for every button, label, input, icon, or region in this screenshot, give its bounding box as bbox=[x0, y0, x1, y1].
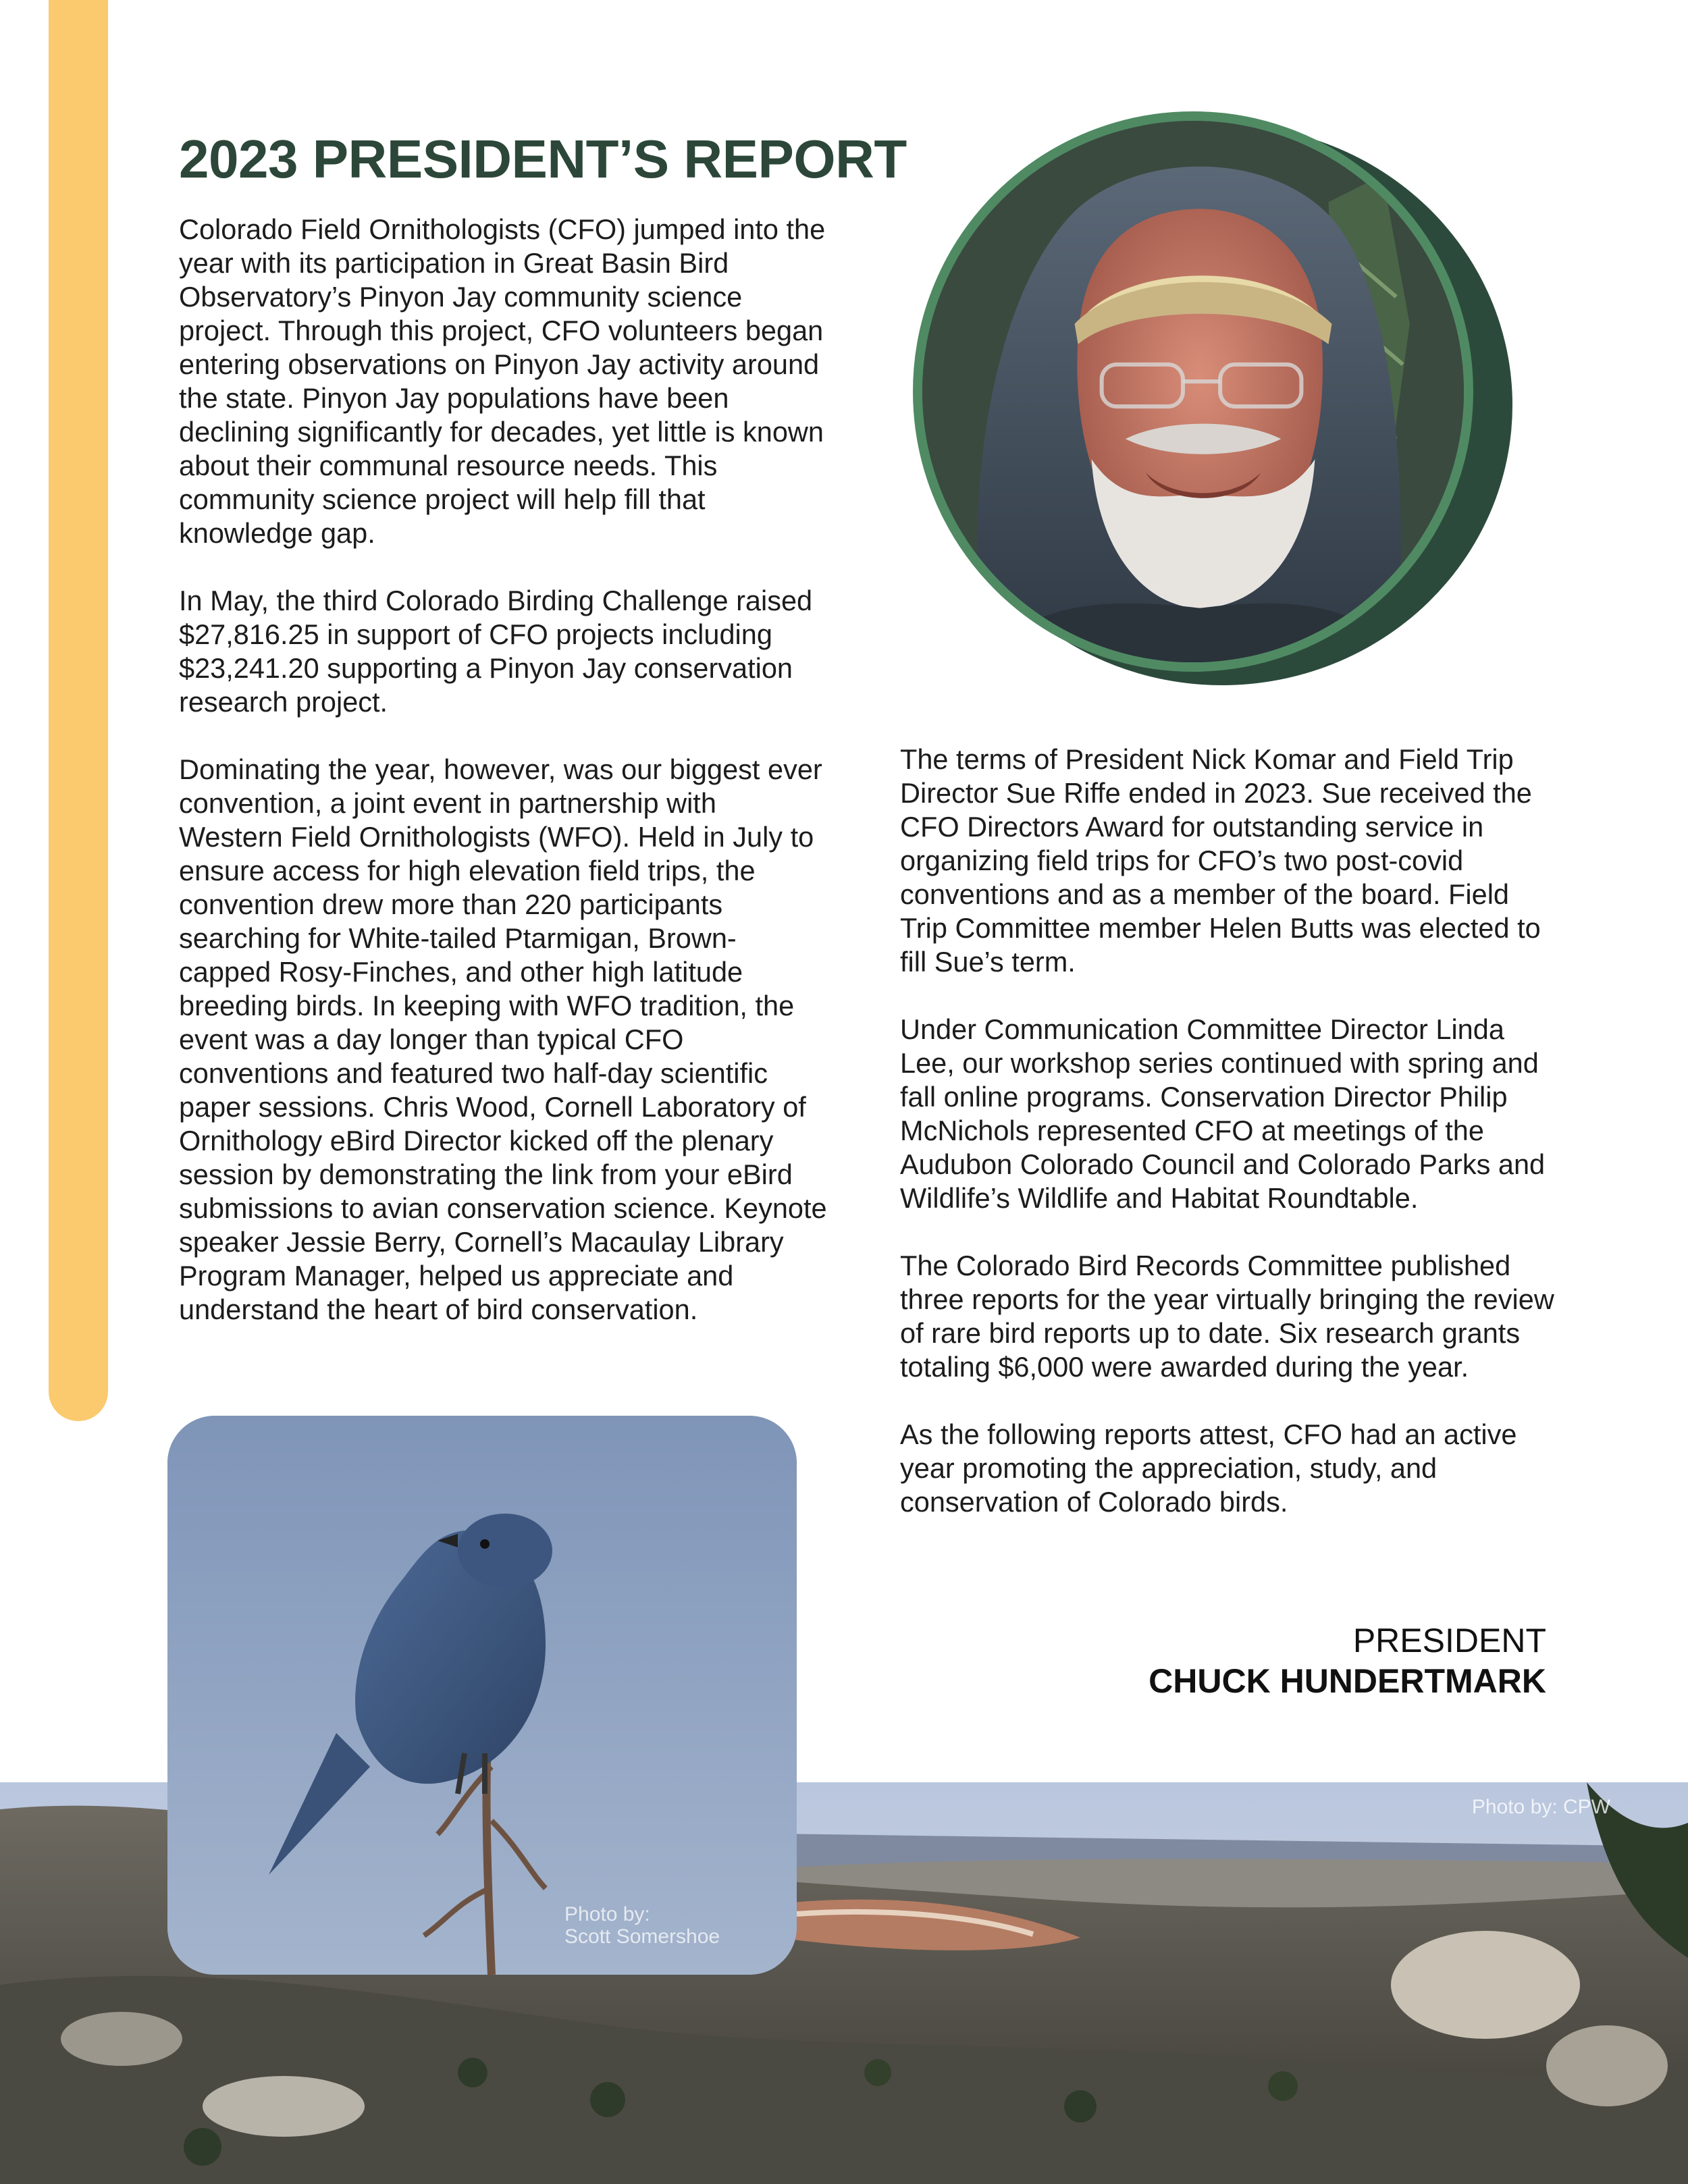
bird-photo-credit bbox=[564, 1903, 720, 1948]
paragraph-convention: Dominating the year, however, was our biggest ever convention, a joint event in partnership with Western Field Ornithologists (WFO). Held in July to ensure access for high elevation field trips, the convention drew more than 220 participants searching for White-tailed Ptarmigan, Brown-capped Rosy-Finches, and other high latitude breeding birds. In keeping with WFO tradition, the event was a day longer than typical CFO conventions and featured two half-day scientific paper sessions. Chris Wood, Cornell Laboratory of Ornithology eBird Director kicked off the plenary session by demonstrating the link from your eBird submissions to avian conservation science. Keynote speaker Jessie Berry, Cornell’s Macaulay Library Program Manager, helped us appreciate and understand the heart of bird conservation. bbox=[179, 753, 827, 1325]
bird-credit-line2: Scott Somershoe bbox=[564, 1925, 720, 1948]
paragraph-closing: As the following reports attest, CFO had an active year promoting the appreciation, study, and conservation of Colorado birds. bbox=[900, 1418, 1517, 1518]
landscape-photo-credit: Photo by: CPW bbox=[1471, 1796, 1610, 1818]
pinyon-jay-photo bbox=[167, 1416, 797, 1975]
accent-bar bbox=[49, 0, 108, 1421]
bird-credit-line1: Photo by: bbox=[564, 1903, 650, 1925]
page-title: 2023 PRESIDENT’S REPORT bbox=[179, 129, 907, 189]
signature-block bbox=[1149, 1620, 1546, 1701]
paragraph-communication: Under Communication Committee Director Linda Lee, our workshop series continued with spring and fall online programs. Conservation Director Philip McNichols represented CFO at meetings of the Audubon Colorado Council and Colorado Parks and Wildlife’s Wildlife and Habitat Roundtable. bbox=[900, 1013, 1546, 1214]
paragraph-records: The Colorado Bird Records Committee published three reports for the year virtually bringing the review of rare bird reports up to date. Six research grants totaling $6,000 were awarded during the year. bbox=[900, 1250, 1554, 1383]
paragraph-birding-challenge: In May, the third Colorado Birding Challenge raised $27,816.25 in support of CFO projects including $23,241.20 supporting a Pinyon Jay conservation research project. bbox=[179, 585, 813, 718]
left-column bbox=[179, 213, 827, 1327]
paragraph-terms: The terms of President Nick Komar and Field Trip Director Sue Riffe ended in 2023. Sue received the CFO Directors Award for outstanding service in organizing field trips for CFO’s two post-covid conventions and as a member of the board. Field Trip Committee member Helen Butts was elected to fill Sue’s term. bbox=[900, 743, 1541, 978]
paragraph-pinyon-jay: Colorado Field Ornithologists (CFO) jumped into the year with its participation in Great Basin Bird Observatory’s Pinyon Jay community science project. Through this project, CFO volunteers began entering observations on Pinyon Jay activity around the state. Pinyon Jay populations have been declining significantly for decades, yet little is known about their communal resource needs. This community science project will help fill that knowledge gap. bbox=[179, 213, 826, 549]
right-column bbox=[900, 743, 1555, 1519]
signature-role: PRESIDENT bbox=[1352, 1622, 1546, 1659]
signature-name: CHUCK HUNDERTMARK bbox=[1149, 1662, 1546, 1700]
president-portrait bbox=[913, 111, 1473, 672]
